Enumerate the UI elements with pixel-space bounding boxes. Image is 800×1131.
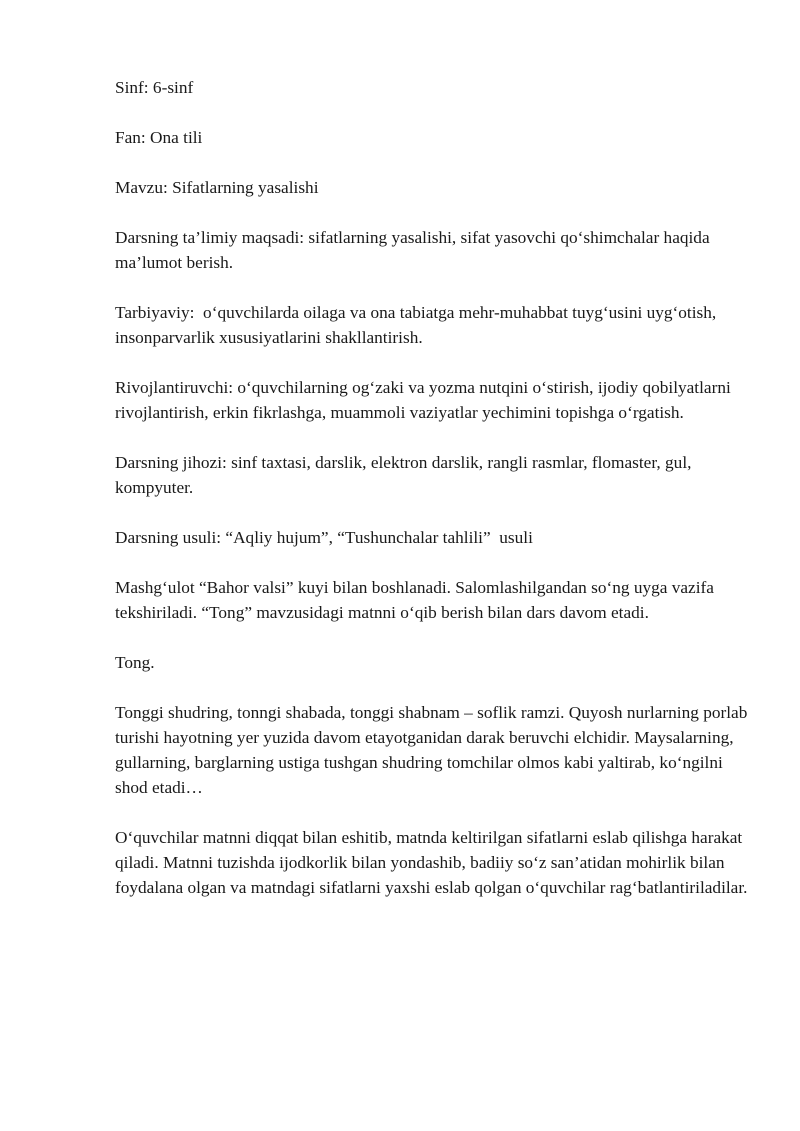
text-title: Tong. [115, 653, 155, 672]
lesson-start-paragraph: Mashg‘ulot “Bahor valsi” kuyi bilan boshlanadi. Salomlashilgandan so‘ng uyga vazifa tekshiriladi. “Tong” mavzusidagi matnni o‘qib berish bilan dars davom etadi. [115, 578, 719, 622]
equipment-paragraph: Darsning jihozi: sinf taxtasi, darslik, elektron darslik, rangli rasmlar, flomaster, gul, kompyuter. [115, 453, 696, 497]
class-line: Sinf: 6-sinf [115, 78, 194, 97]
developmental-goal-paragraph: Rivojlantiruvchi: o‘quvchilarning og‘zaki va yozma nutqini o‘stirish, ijodiy qobilyatlarni rivojlantirish, erkin fikrlashga, muammoli vaziyatlar yechimini topishga o‘rgatish. [115, 378, 736, 422]
topic-line: Mavzu: Sifatlarning yasalishi [115, 178, 319, 197]
reading-text-paragraph: Tonggi shudring, tonngi shabada, tonggi shabnam – soflik ramzi. Quyosh nurlarning porlab turishi hayotning yer yuzida davom etayotganidan darak beruvchi elchidir. Maysalarning, gullarning, barglarning ustiga tushgan shudring tomchilar olmos kabi yaltirab, ko‘ngilni shod etadi… [115, 703, 752, 797]
subject-line: Fan: Ona tili [115, 128, 203, 147]
document-page [115, 75, 755, 925]
method-paragraph: Darsning usuli: “Aqliy hujum”, “Tushunchalar tahlili” usuli [115, 528, 533, 547]
closing-paragraph: O‘quvchilar matnni diqqat bilan eshitib, matnda keltirilgan sifatlarni eslab qilishga harakat qiladi. Matnni tuzishda ijodkorlik bilan yondashib, badiiy so‘z san’atidan mohirlik bilan foydalana olgan va matndagi sifatlarni yaxshi eslab qolgan o‘quvchilar rag‘batlantiriladilar. [115, 828, 748, 897]
educational-goal-paragraph: Darsning ta’limiy maqsadi: sifatlarning yasalishi, sifat yasovchi qo‘shimchalar haqida ma’lumot berish. [115, 228, 714, 272]
upbringing-goal-paragraph: Tarbiyaviy: o‘quvchilarda oilaga va ona tabiatga mehr-muhabbat tuyg‘usini uyg‘otish, insonparvarlik xususiyatlarini shakllantirish. [115, 303, 721, 347]
